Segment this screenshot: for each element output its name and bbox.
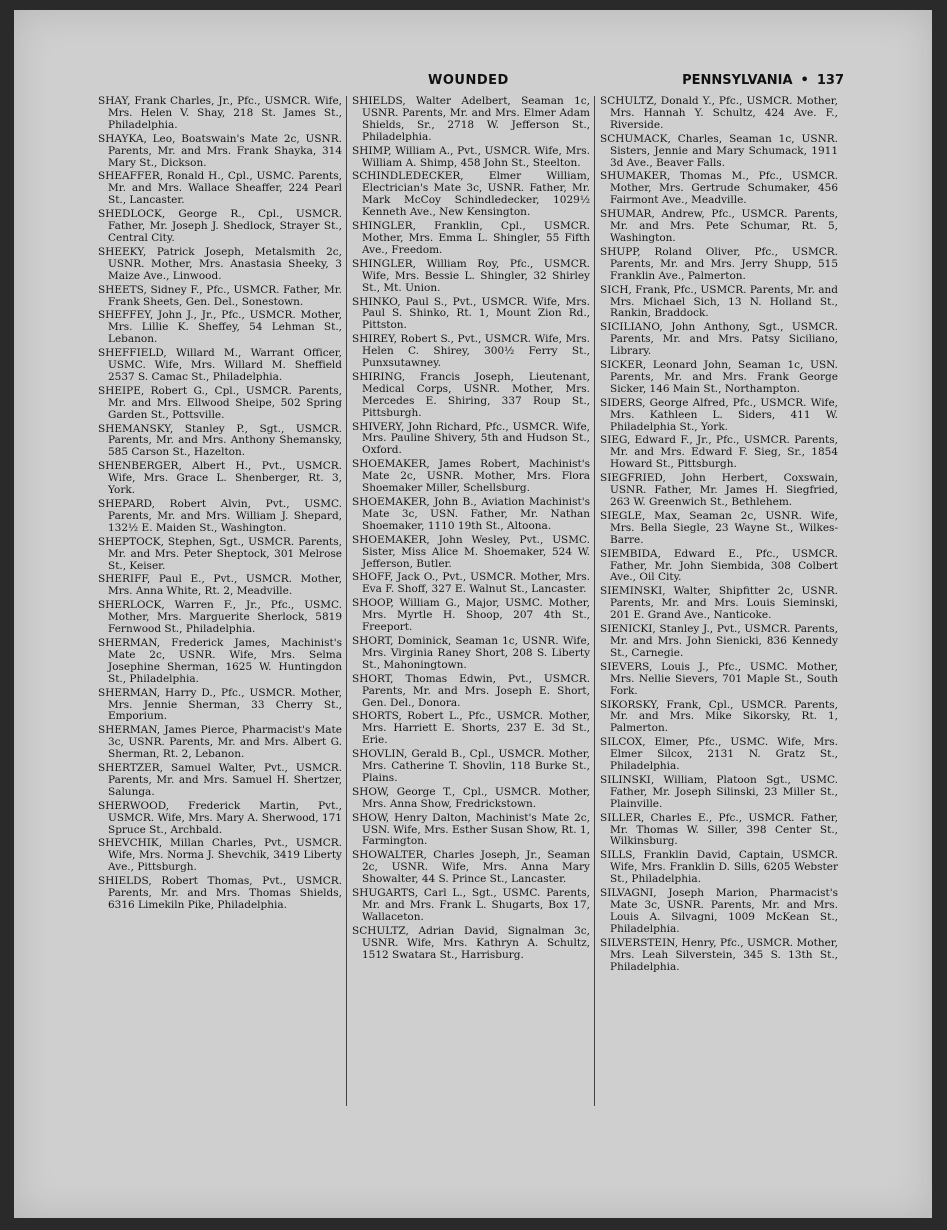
casualty-entry: SHEPARD, Robert Alvin, Pvt., USMC. Parents, Mr. and Mrs. William J. Shepard, 132½ E. Maiden St., Washington.: [98, 498, 342, 534]
casualty-entry: SHUPP, Roland Oliver, Pfc., USMCR. Parents, Mr. and Mrs. Jerry Shupp, 515 Franklin Ave., Palmerton.: [600, 245, 838, 282]
casualty-entry: SIEMINSKI, Walter, Shipfitter 2c, USNR. Parents, Mr. and Mrs. Louis Sieminski, 201 E. Grand Ave., Nanticoke.: [600, 585, 838, 622]
casualty-entry: SHINGLER, William Roy, Pfc., USMCR. Wife, Mrs. Bessie L. Shingler, 32 Shirley St., Mt. Union.: [352, 257, 590, 294]
casualty-entry: SHUMAKER, Thomas M., Pfc., USMCR. Mother, Mrs. Gertrude Schumaker, 456 Fairmont Ave., Meadville.: [600, 170, 838, 207]
casualty-entry: SHERTZER, Samuel Walter, Pvt., USMCR. Parents, Mr. and Mrs. Samuel H. Shertzer, Salunga.: [98, 762, 342, 798]
casualty-entry: SICILIANO, John Anthony, Sgt., USMCR. Parents, Mr. and Mrs. Patsy Siciliano, Library.: [600, 321, 838, 358]
casualty-entry: SHOW, Henry Dalton, Machinist's Mate 2c, USN. Wife, Mrs. Esther Susan Show, Rt. 1, Farmington.: [352, 811, 590, 848]
column-2: [346, 96, 594, 1106]
section-title: WOUNDED: [428, 73, 509, 88]
casualty-entry: SHIRING, Francis Joseph, Lieutenant, Medical Corps, USNR. Mother, Mrs. Mercedes E. Shiring, 337 Roup St., Pittsburgh.: [352, 370, 590, 419]
casualty-entry: SIDERS, George Alfred, Pfc., USMCR. Wife, Mrs. Kathleen L. Siders, 411 W. Philadelphia St., York.: [600, 396, 838, 433]
casualty-entry: SHEFFIELD, Willard M., Warrant Officer, USMC. Wife, Mrs. Willard M. Sheffield 2537 S. Camac St., Philadelphia.: [98, 347, 342, 383]
entry-columns: [98, 96, 844, 1106]
casualty-entry: SHOEMAKER, John Wesley, Pvt., USMC. Sister, Miss Alice M. Shoemaker, 524 W. Jefferson, Butler.: [352, 533, 590, 570]
casualty-entry: SHERMAN, James Pierce, Pharmacist's Mate 3c, USNR. Parents, Mr. and Mrs. Albert G. Sherman, Rt. 2, Lebanon.: [98, 724, 342, 761]
state-name: PENNSYLVANIA: [682, 73, 793, 88]
casualty-entry: SHAY, Frank Charles, Jr., Pfc., USMCR. Wife, Mrs. Helen V. Shay, 218 St. James St., Philadelphia.: [98, 96, 342, 131]
casualty-entry: SHUMAR, Andrew, Pfc., USMCR. Parents, Mr. and Mrs. Pete Schumar, Rt. 5, Washington.: [600, 208, 838, 244]
casualty-entry: SHOW, George T., Cpl., USMCR. Mother, Mrs. Anna Show, Fredrickstown.: [352, 785, 590, 810]
casualty-entry: SHEAFFER, Ronald H., Cpl., USMC. Parents, Mr. and Mrs. Wallace Sheaffer, 224 Pearl St., Lancaster.: [98, 170, 342, 207]
casualty-entry: SILVAGNI, Joseph Marion, Pharmacist's Mate 3c, USNR. Parents, Mr. and Mrs. Louis A. Silvagni, 1009 McKean St., Philadelphia.: [600, 887, 838, 935]
casualty-entry: SILLS, Franklin David, Captain, USMCR. Wife, Mrs. Franklin D. Sills, 6205 Webster St., Philadelphia.: [600, 849, 838, 886]
casualty-entry: SHIELDS, Walter Adelbert, Seaman 1c, USNR. Parents, Mr. and Mrs. Elmer Adam Shields, Sr., 2718 W. Jefferson St., Philadelphia.: [352, 96, 590, 143]
page-number: 137: [816, 73, 844, 88]
casualty-entry: SHOOP, William G., Major, USMC. Mother, Mrs. Myrtle H. Shoop, 207 4th St., Freeport.: [352, 597, 590, 634]
casualty-entry: SCHUMACK, Charles, Seaman 1c, USNR. Sisters, Jennie and Mary Schumack, 1911 3d Ave., Beaver Falls.: [600, 132, 838, 169]
casualty-entry: SILLER, Charles E., Pfc., USMCR. Father, Mr. Thomas W. Siller, 398 Center St., Wilkinsburg.: [600, 811, 838, 848]
casualty-entry: SHORT, Thomas Edwin, Pvt., USMCR. Parents, Mr. and Mrs. Joseph E. Short, Gen. Del., Donora.: [352, 672, 590, 709]
casualty-entry: SIENICKI, Stanley J., Pvt., USMCR. Parents, Mr. and Mrs. John Sienicki, 836 Kennedy St., Carnegie.: [600, 623, 838, 659]
page-header: [98, 73, 844, 93]
casualty-entry: SHOVLIN, Gerald B., Cpl., USMCR. Mother, Mrs. Catherine T. Shovlin, 118 Burke St., Plains.: [352, 748, 590, 784]
casualty-entry: SIKORSKY, Frank, Cpl., USMCR. Parents, Mr. and Mrs. Mike Sikorsky, Rt. 1, Palmerton.: [600, 698, 838, 735]
casualty-entry: SHORT, Dominick, Seaman 1c, USNR. Wife, Mrs. Virginia Raney Short, 208 S. Liberty St., Mahoningtown.: [352, 634, 590, 671]
casualty-entry: SHEEKY, Patrick Joseph, Metalsmith 2c, USNR. Mother, Mrs. Anastasia Sheeky, 3 Maize Ave., Linwood.: [98, 245, 342, 282]
casualty-entry: SHEDLOCK, George R., Cpl., USMCR. Father, Mr. Joseph J. Shedlock, Strayer St., Central City.: [98, 208, 342, 244]
casualty-entry: SILVERSTEIN, Henry, Pfc., USMCR. Mother, Mrs. Leah Silverstein, 345 S. 13th St., Philadelphia.: [600, 936, 838, 973]
casualty-entry: SIEVERS, Louis J., Pfc., USMC. Mother, Mrs. Nellie Sievers, 701 Maple St., South Fork.: [600, 660, 838, 697]
casualty-entry: SHIMP, William A., Pvt., USMCR. Wife, Mrs. William A. Shimp, 458 John St., Steelton.: [352, 144, 590, 169]
casualty-entry: SHEMANSKY, Stanley P., Sgt., USMCR. Parents, Mr. and Mrs. Anthony Shemansky, 585 Carson St., Hazelton.: [98, 422, 342, 459]
casualty-entry: SIEG, Edward F., Jr., Pfc., USMCR. Parents, Mr. and Mrs. Edward F. Sieg, Sr., 1854 Howard St., Pittsburgh.: [600, 434, 838, 471]
casualty-entry: SCHULTZ, Adrian David, Signalman 3c, USNR. Wife, Mrs. Kathryn A. Schultz, 1512 Swatara St., Harrisburg.: [352, 924, 590, 961]
casualty-entry: SCHINDLEDECKER, Elmer William, Electrician's Mate 3c, USNR. Father, Mr. Mark McCoy Schindledecker, 1029½ Kenneth Ave., New Kensington.: [352, 170, 590, 219]
casualty-entry: SHEVCHIK, Millan Charles, Pvt., USMCR. Wife, Mrs. Norma J. Shevchik, 3419 Liberty Ave., Pittsburgh.: [98, 837, 342, 874]
casualty-entry: SHINKO, Paul S., Pvt., USMCR. Wife, Mrs. Paul S. Shinko, Rt. 1, Mount Zion Rd., Pittston.: [352, 295, 590, 332]
casualty-entry: SIEGLE, Max, Seaman 2c, USNR. Wife, Mrs. Bella Siegle, 23 Wayne St., Wilkes-Barre.: [600, 509, 838, 546]
casualty-entry: SHOEMAKER, James Robert, Machinist's Mate 2c, USNR. Mother, Mrs. Flora Shoemaker Miller, Schellsburg.: [352, 458, 590, 495]
casualty-entry: SHERLOCK, Warren F., Jr., Pfc., USMC. Mother, Mrs. Marguerite Sherlock, 5819 Fernwood St., Philadelphia.: [98, 599, 342, 636]
casualty-entry: SILCOX, Elmer, Pfc., USMC. Wife, Mrs. Elmer Silcox, 2131 N. Gratz St., Philadelphia.: [600, 736, 838, 773]
header-right: [682, 73, 844, 88]
casualty-entry: SHERIFF, Paul E., Pvt., USMCR. Mother, Mrs. Anna White, Rt. 2, Meadville.: [98, 573, 342, 598]
casualty-entry: SHERMAN, Frederick James, Machinist's Mate 2c, USNR. Wife, Mrs. Selma Josephine Sherman, 1625 W. Huntingdon St., Philadelphia.: [98, 636, 342, 685]
casualty-entry: SHIELDS, Robert Thomas, Pvt., USMCR. Parents, Mr. and Mrs. Thomas Shields, 6316 Limekiln Pike, Philadelphia.: [98, 875, 342, 911]
casualty-entry: SHORTS, Robert L., Pfc., USMCR. Mother, Mrs. Harriett E. Shorts, 237 E. 3d St., Erie.: [352, 710, 590, 747]
casualty-entry: SHINGLER, Franklin, Cpl., USMCR. Mother, Mrs. Emma L. Shingler, 55 Fifth Ave., Freedom.: [352, 220, 590, 256]
casualty-entry: SHEIPE, Robert G., Cpl., USMCR. Parents, Mr. and Mrs. Ellwood Sheipe, 502 Spring Garden St., Pottsville.: [98, 384, 342, 421]
casualty-entry: SHERWOOD, Frederick Martin, Pvt., USMCR. Wife, Mrs. Mary A. Sherwood, 171 Spruce St., Archbald.: [98, 799, 342, 836]
casualty-entry: SHEFFEY, John J., Jr., Pfc., USMCR. Mother, Mrs. Lillie K. Sheffey, 54 Lehman St., Lebanon.: [98, 309, 342, 346]
casualty-entry: SHUGARTS, Carl L., Sgt., USMC. Parents, Mr. and Mrs. Frank L. Shugarts, Box 17, Wallaceton.: [352, 887, 590, 923]
column-1: [98, 96, 346, 1106]
casualty-entry: SHAYKA, Leo, Boatswain's Mate 2c, USNR. Parents, Mr. and Mrs. Frank Shayka, 314 Mary St., Dickson.: [98, 132, 342, 169]
casualty-entry: SICKER, Leonard John, Seaman 1c, USN. Parents, Mr. and Mrs. Frank George Sicker, 146 Main St., Northampton.: [600, 359, 838, 395]
casualty-entry: SHEPTOCK, Stephen, Sgt., USMCR. Parents, Mr. and Mrs. Peter Sheptock, 301 Melrose St., Keiser.: [98, 535, 342, 572]
casualty-entry: SIEMBIDA, Edward E., Pfc., USMCR. Father, Mr. John Siembida, 308 Colbert Ave., Oil City.: [600, 547, 838, 584]
casualty-entry: SHOWALTER, Charles Joseph, Jr., Seaman 2c, USNR. Wife, Mrs. Anna Mary Showalter, 44 S. Prince St., Lancaster.: [352, 849, 590, 886]
casualty-entry: SHOEMAKER, John B., Aviation Machinist's Mate 3c, USN. Father, Mr. Nathan Shoemaker, 1110 19th St., Altoona.: [352, 496, 590, 532]
casualty-entry: SILINSKI, William, Platoon Sgt., USMC. Father, Mr. Joseph Silinski, 23 Miller St., Plainville.: [600, 773, 838, 810]
casualty-entry: SHERMAN, Harry D., Pfc., USMCR. Mother, Mrs. Jennie Sherman, 33 Cherry St., Emporium.: [98, 686, 342, 723]
casualty-entry: SHEETS, Sidney F., Pfc., USMCR. Father, Mr. Frank Sheets, Gen. Del., Sonestown.: [98, 283, 342, 308]
casualty-entry: SIEGFRIED, John Herbert, Coxswain, USNR. Father, Mr. James H. Siegfried, 263 W. Greenwich St., Bethlehem.: [600, 472, 838, 508]
casualty-entry: SCHULTZ, Donald Y., Pfc., USMCR. Mother, Mrs. Hannah Y. Schultz, 424 Ave. F., Riverside.: [600, 96, 838, 131]
column-3: [594, 96, 842, 1106]
document-page: [14, 10, 932, 1218]
casualty-entry: SHENBERGER, Albert H., Pvt., USMCR. Wife, Mrs. Grace L. Shenberger, Rt. 3, York.: [98, 460, 342, 497]
header-bullet: •: [800, 73, 809, 88]
casualty-entry: SHIVERY, John Richard, Pfc., USMCR. Wife, Mrs. Pauline Shivery, 5th and Hudson St., Oxford.: [352, 420, 590, 457]
casualty-entry: SICH, Frank, Pfc., USMCR. Parents, Mr. and Mrs. Michael Sich, 13 N. Holland St., Rankin, Braddock.: [600, 283, 838, 320]
casualty-entry: SHIREY, Robert S., Pvt., USMCR. Wife, Mrs. Helen C. Shirey, 300½ Ferry St., Punxsutawney.: [352, 333, 590, 370]
casualty-entry: SHOFF, Jack O., Pvt., USMCR. Mother, Mrs. Eva F. Shoff, 327 E. Walnut St., Lancaster.: [352, 571, 590, 596]
